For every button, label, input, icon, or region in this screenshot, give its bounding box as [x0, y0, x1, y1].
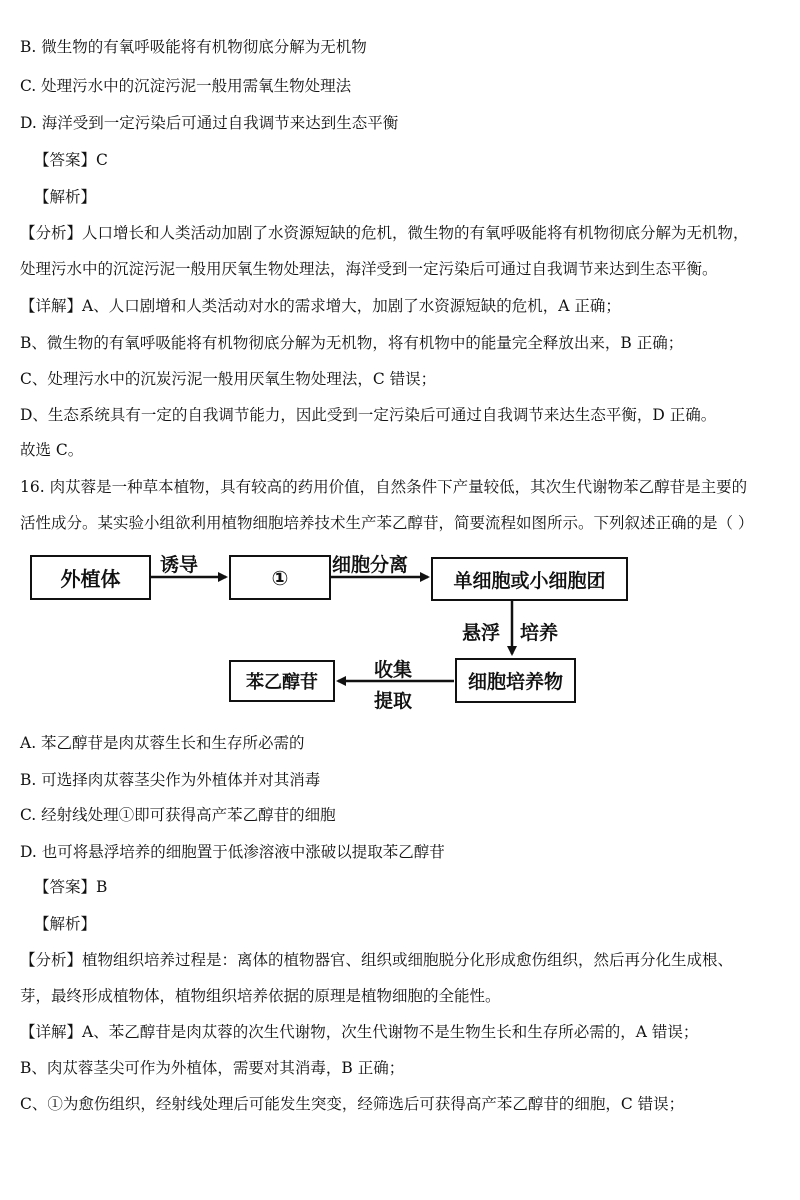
- prev-option-d: D. 海洋受到一定污染后可通过自我调节来达到生态平衡: [20, 114, 399, 132]
- box-culture-product-label: 细胞培养物: [467, 671, 563, 693]
- q16-option-a: A. 苯乙醇苷是肉苁蓉生长和生存所必需的: [20, 734, 305, 752]
- box-explant: [30, 555, 151, 600]
- prev-analysis-line2: 处理污水中的沉淀污泥一般用厌氧生物处理法，海洋受到一定污染后可通过自我调节来达到生态平衡。: [20, 260, 718, 278]
- label-culture: 培养: [520, 622, 559, 644]
- q16-detail-c: C、①为愈伤组织，经射线处理后可能发生突变，经筛选后可获得高产苯乙醇苷的细胞，C 错误；: [20, 1095, 685, 1113]
- q16-detail-a: 【详解】A、苯乙醇苷是肉苁蓉的次生代谢物，次生代谢物不是生物生长和生存所必需的，A 错误；: [20, 1023, 699, 1041]
- box-explant-label: 外植体: [60, 567, 121, 591]
- prev-analysis-line1: 【分析】人口增长和人类活动加剧了水资源短缺的危机，微生物的有氧呼吸能将有机物彻底分解为无机物，: [20, 224, 749, 242]
- prev-option-b: B. 微生物的有氧呼吸能将有机物彻底分解为无机物: [20, 38, 367, 56]
- prev-detail-d: D、生态系统具有一定的自我调节能力，因此受到一定污染后可通过自我调节来达生态平衡，D 正确。: [20, 406, 717, 424]
- box-1-label: ①: [271, 565, 289, 590]
- prev-option-c: C. 处理污水中的沉淀污泥一般用需氧生物处理法: [20, 77, 352, 95]
- box-single-cell: [431, 557, 628, 601]
- label-extract: 提取: [374, 690, 413, 712]
- box-product: [229, 660, 335, 702]
- q16-analysis-header: 【解析】: [34, 915, 97, 933]
- box-1: [229, 555, 331, 600]
- box-single-cell-label: 单细胞或小细胞团: [453, 569, 606, 592]
- prev-detail-b: B、微生物的有氧呼吸能将有机物彻底分解为无机物，将有机物中的能量完全释放出来，B 正确；: [20, 334, 684, 352]
- box-culture-product: [455, 658, 576, 703]
- prev-detail-c: C、处理污水中的沉炭污泥一般用厌氧生物处理法，C 错误；: [20, 370, 437, 388]
- q16-option-b: B. 可选择肉苁蓉茎尖作为外植体并对其消毒: [20, 771, 321, 789]
- q16-analysis-line1: 【分析】植物组织培养过程是：离体的植物器官、组织或细胞脱分化形成愈伤组织，然后再分化生成根、: [20, 951, 734, 969]
- prev-detail-a: 【详解】A、人口剧增和人类活动对水的需求增大，加剧了水资源短缺的危机，A 正确；: [20, 297, 621, 315]
- q16-option-c: C. 经射线处理①即可获得高产苯乙醇苷的细胞: [20, 806, 336, 824]
- q16-stem-line2: 活性成分。某实验小组欲利用植物细胞培养技术生产苯乙醇苷，简要流程如图所示。下列叙述正确的是（ ）: [20, 514, 754, 532]
- box-product-label: 苯乙醇苷: [246, 672, 318, 693]
- label-collect: 收集: [374, 659, 413, 681]
- prev-analysis-header: 【解析】: [34, 188, 97, 206]
- q16-stem-line1: 16. 肉苁蓉是一种草本植物，具有较高的药用价值，自然条件下产量较低，其次生代谢物苯乙醇苷是主要的: [20, 478, 748, 496]
- label-suspension: 悬浮: [462, 622, 501, 644]
- q16-analysis-line2: 芽，最终形成植物体，植物组织培养依据的原理是植物细胞的全能性。: [20, 987, 501, 1005]
- prev-answer: 【答案】C: [34, 151, 108, 169]
- label-induce: 诱导: [160, 554, 199, 576]
- q16-detail-b: B、肉苁蓉茎尖可作为外植体，需要对其消毒，B 正确；: [20, 1059, 405, 1077]
- prev-conclusion: 故选 C。: [20, 441, 84, 459]
- label-separate: 细胞分离: [332, 554, 409, 576]
- q16-option-d: D. 也可将悬浮培养的细胞置于低渗溶液中涨破以提取苯乙醇苷: [20, 843, 445, 861]
- q16-answer: 【答案】B: [34, 878, 108, 896]
